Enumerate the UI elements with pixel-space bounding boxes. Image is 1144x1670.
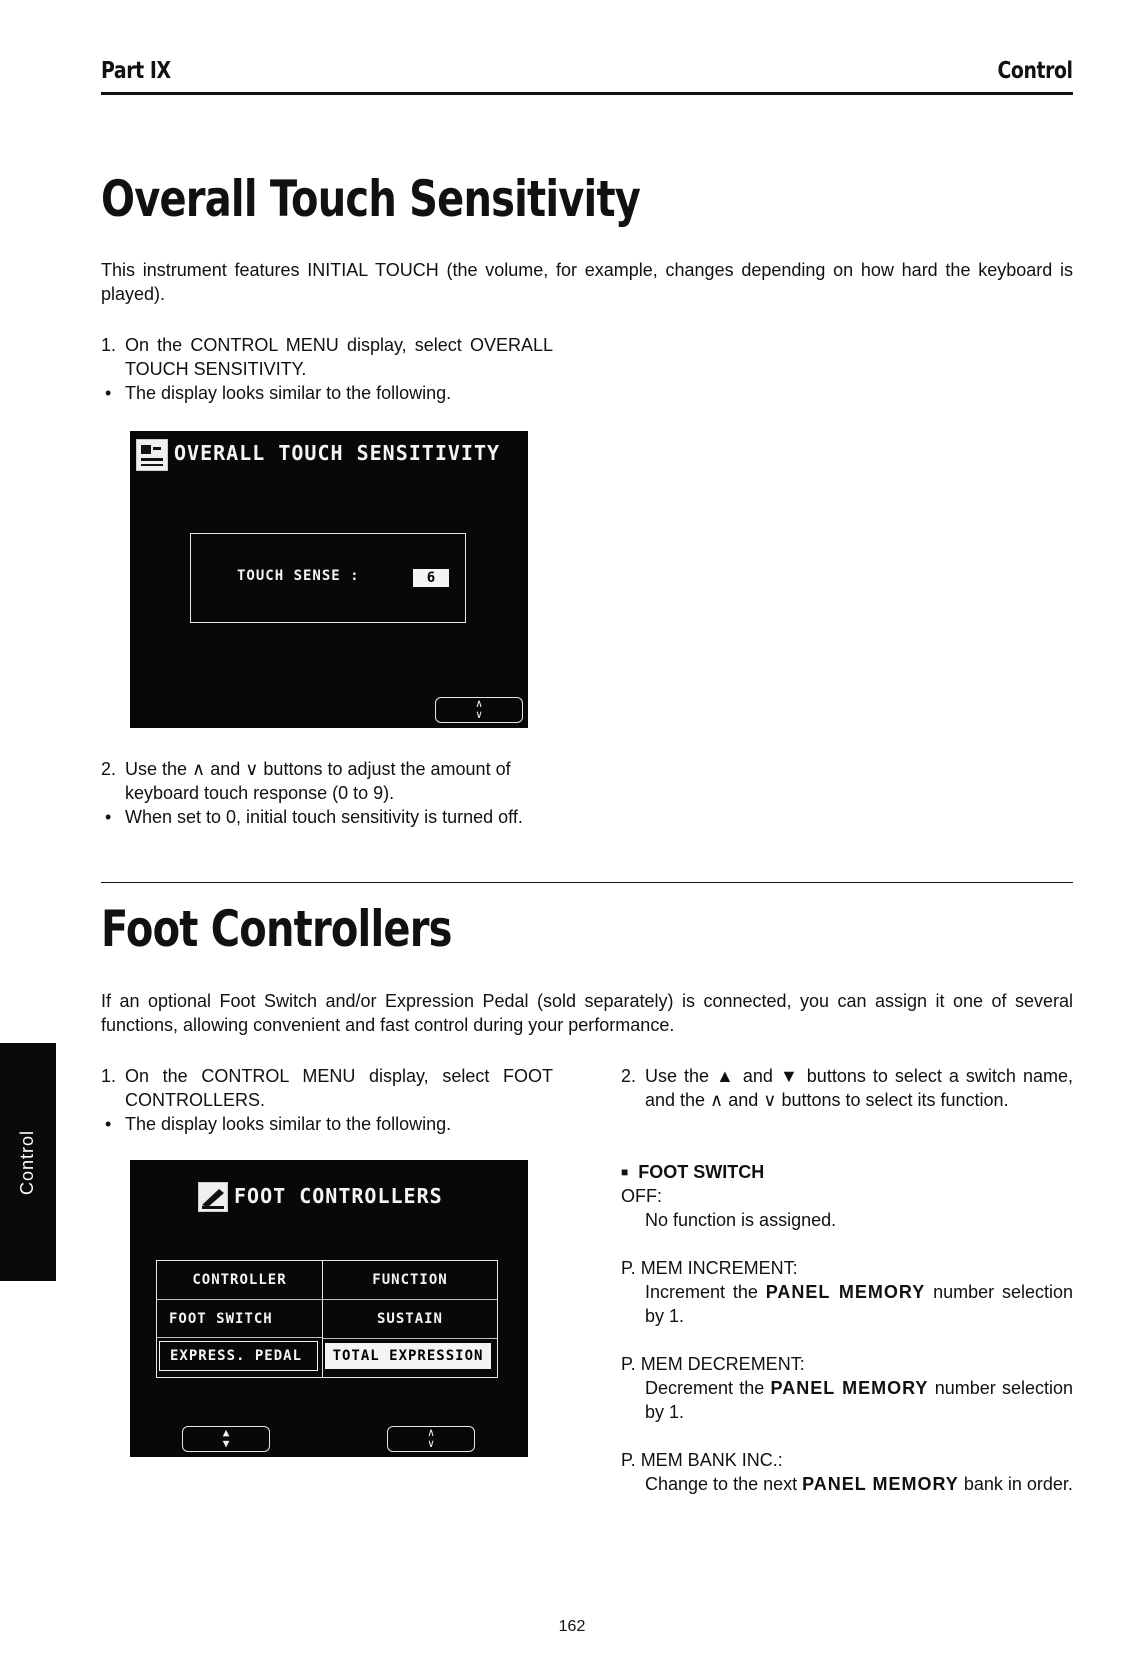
- foot-intro: If an optional Foot Switch and/or Expression Pedal (sold separately) is connected, you can assign it one of several functions, allowing convenient and fast control during your performance.: [101, 991, 1073, 1035]
- section-title-touch: Overall Touch Sensitivity: [101, 170, 641, 228]
- foot-step-2: [621, 1064, 1073, 1112]
- desc-text: number selection by 1.: [645, 1378, 1073, 1422]
- select-function-up-down-button[interactable]: [387, 1426, 475, 1452]
- step-text: Use the ▲ and ▼ buttons to select a switch name, and the ∧ and ∨ buttons to select its function.: [645, 1066, 1073, 1110]
- step-number: 1.: [101, 335, 117, 355]
- item-desc-off: No function is assigned.: [645, 1210, 837, 1230]
- foot-bullet-1: [101, 1112, 553, 1136]
- bullet-text: When set to 0, initial touch sensitivity is turned off.: [125, 807, 523, 827]
- part-label: Part IX: [101, 58, 171, 84]
- col-header-function: FUNCTION: [323, 1261, 497, 1300]
- foot-switch-heading-text: FOOT SWITCH: [638, 1162, 765, 1182]
- desc-text: bank in order.: [958, 1474, 1073, 1494]
- page-number: 162: [558, 1618, 586, 1635]
- touch-intro: This instrument features INITIAL TOUCH (the volume, for example, changes depending on how hard the keyboard is played).: [101, 260, 1073, 304]
- foot-step-1: [101, 1064, 553, 1112]
- chevron-up-icon: ∧: [427, 1426, 435, 1439]
- touch-step-2: [101, 757, 553, 805]
- foot-switch-heading: [621, 1160, 764, 1186]
- item-term-mem-decrement: P. MEM DECREMENT:: [621, 1354, 805, 1374]
- desc-text: Decrement the: [645, 1378, 771, 1398]
- desc-text: number selection by 1.: [645, 1282, 1073, 1326]
- foot-pedal-icon: [198, 1182, 228, 1212]
- step-text: On the CONTROL MENU display, select OVERALL TOUCH SENSITIVITY.: [125, 335, 553, 379]
- square-bullet-icon: ■: [621, 1165, 629, 1179]
- bullet-text: The display looks similar to the following.: [125, 383, 452, 403]
- bullet-dot: •: [105, 383, 112, 403]
- row-controller-express-pedal[interactable]: EXPRESS. PEDAL: [159, 1341, 318, 1371]
- row-controller-foot-switch[interactable]: FOOT SWITCH: [157, 1300, 322, 1338]
- side-tab-control: [0, 1043, 56, 1281]
- chevron-down-icon: ∨: [427, 1437, 435, 1450]
- col-header-controller: CONTROLLER: [157, 1261, 322, 1300]
- panel-memory-term: PANEL MEMORY: [802, 1474, 959, 1494]
- bullet-dot: •: [105, 1114, 112, 1134]
- bullet-text: The display looks similar to the following.: [125, 1114, 452, 1134]
- controllers-table: [156, 1260, 498, 1378]
- section-divider: [101, 882, 1073, 883]
- item-term-off: OFF:: [621, 1186, 662, 1206]
- bullet-dot: •: [105, 807, 112, 827]
- touch-icon: [136, 439, 168, 471]
- select-row-up-down-button[interactable]: [182, 1426, 270, 1452]
- header-rule: [101, 92, 1073, 95]
- foot-controllers-screen: [130, 1160, 528, 1457]
- screen-title: OVERALL TOUCH SENSITIVITY: [174, 441, 501, 465]
- step-text: On the CONTROL MENU display, select FOOT CONTROLLERS.: [125, 1066, 553, 1110]
- touch-bullet-1: [101, 381, 553, 405]
- row-function-sustain[interactable]: SUSTAIN: [323, 1300, 497, 1339]
- item-desc-mem-bank-inc: [645, 1472, 1073, 1496]
- step-text: Use the ∧ and ∨ buttons to adjust the amount of keyboard touch response (0 to 9).: [125, 759, 511, 803]
- panel-memory-term: PANEL MEMORY: [770, 1378, 929, 1398]
- step-number: 2.: [101, 759, 117, 779]
- item-desc-mem-decrement: [645, 1376, 1073, 1424]
- chevron-down-icon: ∨: [475, 708, 483, 721]
- panel-memory-term: PANEL MEMORY: [765, 1282, 926, 1302]
- item-desc-mem-increment: [645, 1280, 1073, 1328]
- row-function-total-expression[interactable]: TOTAL EXPRESSION: [325, 1343, 491, 1369]
- touch-sense-label: TOUCH SENSE :: [237, 568, 360, 584]
- section-title-foot: Foot Controllers: [101, 900, 452, 958]
- touch-sense-panel: [190, 533, 466, 623]
- touch-step-1: [101, 333, 553, 381]
- desc-text: Increment the: [645, 1282, 766, 1302]
- touch-bullet-2: [101, 805, 553, 829]
- item-term-mem-increment: P. MEM INCREMENT:: [621, 1258, 798, 1278]
- item-term-mem-bank-inc: P. MEM BANK INC.:: [621, 1450, 783, 1470]
- step-number: 1.: [101, 1066, 117, 1086]
- chevron-up-icon: ∧: [475, 697, 483, 710]
- side-tab-label: Control: [17, 1129, 38, 1195]
- triangle-up-icon: ▲: [222, 1426, 230, 1439]
- touch-sense-value[interactable]: 6: [413, 569, 449, 587]
- value-up-down-button[interactable]: [435, 697, 523, 723]
- desc-text: Change to the next: [645, 1474, 803, 1494]
- screen-title: FOOT CONTROLLERS: [234, 1184, 443, 1208]
- step-number: 2.: [621, 1066, 637, 1086]
- triangle-down-icon: ▼: [222, 1437, 230, 1450]
- section-label: Control: [997, 58, 1073, 84]
- touch-sensitivity-screen: [130, 431, 528, 728]
